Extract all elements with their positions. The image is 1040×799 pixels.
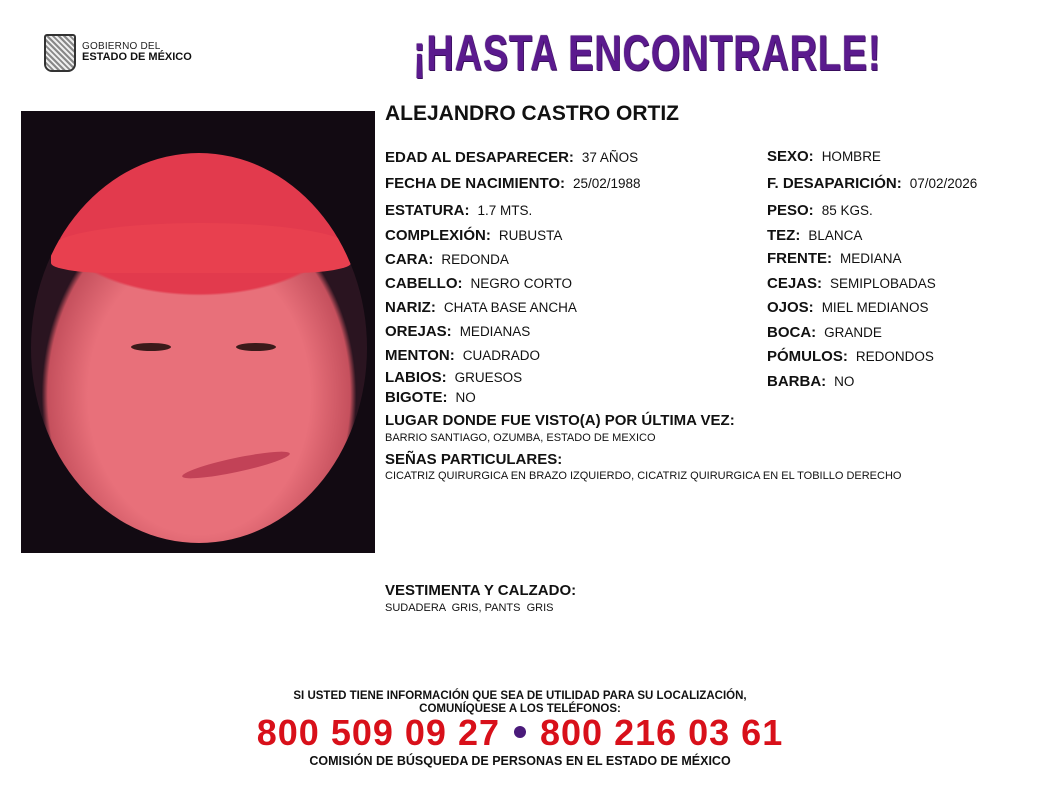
footer-note-line-2: COMUNÍQUESE A LOS TELÉFONOS: — [419, 703, 621, 715]
clothing-label: VESTIMENTA Y CALZADO: — [385, 582, 577, 599]
mouth-shape — [181, 447, 292, 484]
eye-shape-right — [236, 343, 276, 351]
clothing-value: SUDADERA GRIS, PANTS GRIS — [385, 602, 554, 614]
eye-shape-left — [131, 343, 171, 351]
phone-number-2[interactable]: 800 216 03 61 — [540, 712, 784, 753]
field-labios: LABIOS: GRUESOS — [385, 369, 523, 386]
phone-number-1[interactable]: 800 509 09 27 — [256, 712, 500, 753]
field-sexo: SEXO: HOMBRE — [767, 148, 881, 165]
logo-line-1: GOBIERNO DEL — [82, 40, 161, 52]
field-orejas: OREJAS: MEDIANAS — [385, 323, 531, 340]
field-bigote: BIGOTE: NO — [385, 389, 476, 406]
field-fecha-desaparicion: F. DESAPARICIÓN: 07/02/2026 — [767, 175, 978, 192]
bullet-icon — [514, 726, 526, 738]
field-edad: EDAD AL DESAPARECER: 37 AÑOS — [385, 149, 639, 166]
photo-portrait — [31, 153, 367, 543]
field-cabello: CABELLO: NEGRO CORTO — [385, 275, 573, 292]
field-complexion: COMPLEXIÓN: RUBUSTA — [385, 227, 563, 244]
field-estatura: ESTATURA: 1.7 MTS. — [385, 202, 533, 219]
red-cap-shape — [51, 223, 351, 273]
field-boca: BOCA: GRANDE — [767, 324, 882, 341]
field-barba: BARBA: NO — [767, 373, 855, 390]
last-seen-value: BARRIO SANTIAGO, OZUMBA, ESTADO DE MEXICO — [385, 432, 656, 444]
field-cejas: CEJAS: SEMIPLOBADAS — [767, 275, 936, 292]
marks-label: SEÑAS PARTICULARES: — [385, 451, 563, 468]
marks-value: CICATRIZ QUIRURGICA EN BRAZO IZQUIERDO, CICATRIZ QUIRURGICA EN EL TOBILLO DERECHO — [385, 470, 902, 482]
field-nariz: NARIZ: CHATA BASE ANCHA — [385, 299, 577, 316]
logo-line-2: ESTADO DE MÉXICO — [82, 51, 192, 64]
page-title: ¡HASTA ENCONTRARLE! — [413, 25, 882, 81]
last-seen-label: LUGAR DONDE FUE VISTO(A) POR ÚLTIMA VEZ: — [385, 412, 735, 429]
field-ojos: OJOS: MIEL MEDIANOS — [767, 299, 929, 316]
phone-numbers — [0, 712, 1040, 754]
person-photo — [21, 111, 375, 553]
field-fecha-nacimiento: FECHA DE NACIMIENTO: 25/02/1988 — [385, 175, 641, 192]
field-pomulos: PÓMULOS: REDONDOS — [767, 348, 934, 365]
person-name: ALEJANDRO CASTRO ORTIZ — [385, 102, 679, 125]
government-logo — [44, 34, 192, 72]
field-menton: MENTON: CUADRADO — [385, 347, 540, 364]
field-peso: PESO: 85 KGS. — [767, 202, 873, 219]
commission-name: COMISIÓN DE BÚSQUEDA DE PERSONAS EN EL ESTADO DE MÉXICO — [309, 754, 731, 768]
field-tez: TEZ: BLANCA — [767, 227, 863, 244]
footer-note-line-1: SI USTED TIENE INFORMACIÓN QUE SEA DE UTILIDAD PARA SU LOCALIZACIÓN, — [293, 690, 747, 702]
field-cara: CARA: REDONDA — [385, 251, 509, 268]
coat-of-arms-icon — [44, 34, 76, 72]
field-frente: FRENTE: MEDIANA — [767, 250, 902, 267]
